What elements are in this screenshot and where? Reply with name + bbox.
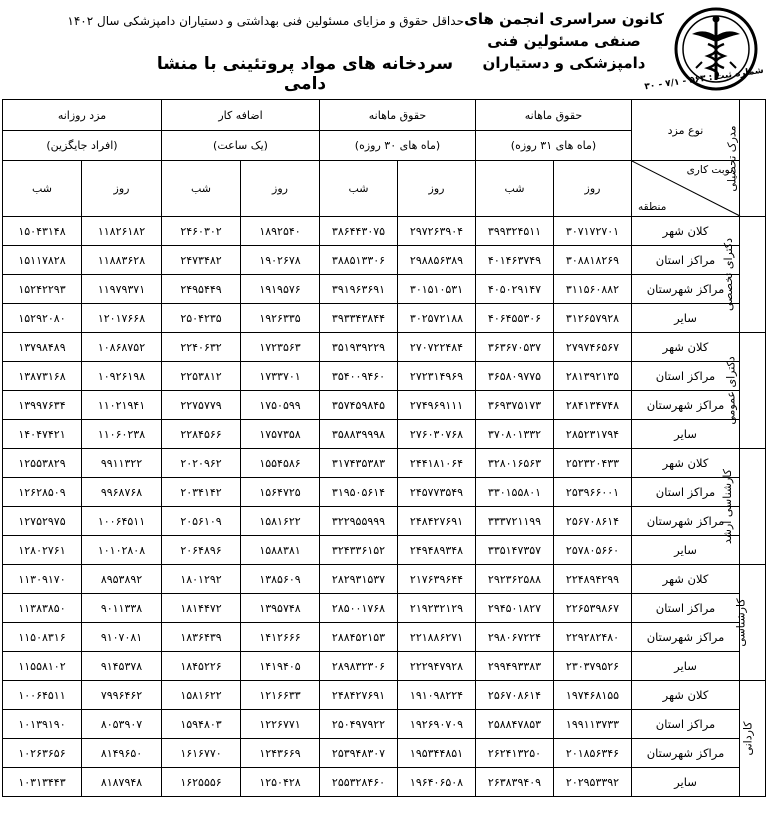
value-cell-m31-night: ۲۵۶۷۰۸۶۱۴ [476,681,554,710]
table-row [3,217,766,246]
value-cell-ot-day: ۱۴۱۲۶۶۶ [241,623,320,652]
value-cell-m30-day: ۲۴۵۷۷۳۵۴۹ [398,478,476,507]
region-cell: کلان شهر [632,449,740,478]
table-row [3,623,766,652]
table-row [3,275,766,304]
table-row [3,304,766,333]
value-cell-dw-night: ۱۲۶۲۸۵۰۹ [3,478,82,507]
value-cell-m30-night: ۳۹۳۳۴۳۸۴۴ [320,304,398,333]
table-row [3,536,766,565]
header-daily-wage: مزد روزانه [3,100,162,131]
value-cell-dw-day: ۱۱۸۲۶۱۸۲ [82,217,162,246]
header-day: روز [554,161,632,217]
table-row [3,449,766,478]
value-cell-dw-night: ۱۰۳۱۳۴۴۳ [3,768,82,797]
value-cell-ot-day: ۱۷۵۷۳۵۸ [241,420,320,449]
value-cell-ot-day: ۱۹۱۹۵۷۶ [241,275,320,304]
value-cell-dw-night: ۱۳۸۷۳۱۶۸ [3,362,82,391]
value-cell-ot-night: ۱۸۱۴۴۷۲ [162,594,241,623]
value-cell-dw-night: ۱۳۷۹۸۴۸۹ [3,333,82,362]
header-night: شب [162,161,241,217]
value-cell-ot-night: ۲۰۵۶۱۰۹ [162,507,241,536]
value-cell-ot-day: ۱۷۲۳۵۶۳ [241,333,320,362]
value-cell-dw-day: ۹۱۰۷۰۸۱ [82,623,162,652]
value-cell-dw-day: ۹۰۱۱۳۳۸ [82,594,162,623]
value-cell-ot-day: ۱۲۲۶۷۷۱ [241,710,320,739]
value-cell-m30-day: ۳۰۱۵۱۰۵۳۱ [398,275,476,304]
value-cell-m31-day: ۲۵۲۳۲۰۴۳۳ [554,449,632,478]
value-cell-ot-night: ۱۶۱۶۷۷۰ [162,739,241,768]
value-cell-ot-night: ۱۶۲۵۵۵۶ [162,768,241,797]
value-cell-m31-day: ۲۰۲۹۵۳۳۹۲ [554,768,632,797]
table-row [3,768,766,797]
value-cell-m30-night: ۳۵۷۴۵۹۸۴۵ [320,391,398,420]
value-cell-ot-day: ۱۳۹۵۷۴۸ [241,594,320,623]
table-row [3,333,766,362]
header-monthly-30: حقوق ماهانه [320,100,476,131]
value-cell-ot-day: ۱۵۸۸۳۸۱ [241,536,320,565]
value-cell-m31-day: ۲۵۷۸۰۵۶۶۰ [554,536,632,565]
value-cell-ot-day: ۱۹۰۲۶۷۸ [241,246,320,275]
value-cell-m30-night: ۳۵۱۹۳۹۲۲۹ [320,333,398,362]
value-cell-dw-night: ۱۲۸۰۲۷۶۱ [3,536,82,565]
value-cell-m31-day: ۲۸۴۱۳۴۷۴۸ [554,391,632,420]
value-cell-m30-day: ۱۹۲۶۹۰۷۰۹ [398,710,476,739]
value-cell-m31-night: ۴۰۵۰۲۹۱۴۷ [476,275,554,304]
table-row [3,594,766,623]
header-education: مدرک تحصیلی [740,100,766,217]
value-cell-dw-night: ۱۰۱۳۹۱۹۰ [3,710,82,739]
value-cell-m31-night: ۲۹۸۰۶۷۲۲۴ [476,623,554,652]
value-cell-ot-night: ۱۸۳۶۴۳۹ [162,623,241,652]
value-cell-dw-day: ۸۰۵۳۹۰۷ [82,710,162,739]
value-cell-m30-day: ۳۰۲۵۷۲۱۸۸ [398,304,476,333]
table-row [3,739,766,768]
value-cell-dw-day: ۱۲۰۱۷۶۶۸ [82,304,162,333]
value-cell-m30-night: ۲۵۵۳۲۸۴۶۰ [320,768,398,797]
value-cell-ot-day: ۱۸۹۲۵۴۰ [241,217,320,246]
value-cell-ot-day: ۱۲۱۶۶۳۳ [241,681,320,710]
value-cell-dw-day: ۱۱۰۲۱۹۴۱ [82,391,162,420]
value-cell-m31-night: ۳۶۵۸۰۹۷۷۵ [476,362,554,391]
region-cell: مراکز استان [632,246,740,275]
value-cell-m30-night: ۳۲۲۹۵۵۹۹۹ [320,507,398,536]
value-cell-m31-day: ۳۱۲۶۵۷۹۲۸ [554,304,632,333]
table-row [3,710,766,739]
value-cell-m31-day: ۲۰۱۸۵۶۳۴۶ [554,739,632,768]
value-cell-ot-day: ۱۲۵۰۴۲۸ [241,768,320,797]
value-cell-ot-night: ۲۲۴۰۶۳۲ [162,333,241,362]
table-row [3,246,766,275]
value-cell-dw-night: ۱۱۳۸۳۸۵۰ [3,594,82,623]
header-day: روز [241,161,320,217]
document-subtitle: حداقل حقوق و مزایای مسئولین فنی بهداشتی و دستیاران دامپزشکی سال ۱۴۰۲ [67,14,464,28]
value-cell-m31-night: ۲۹۹۴۹۳۳۸۳ [476,652,554,681]
value-cell-m30-night: ۲۸۸۴۵۲۱۵۳ [320,623,398,652]
value-cell-dw-night: ۱۴۰۴۷۴۲۱ [3,420,82,449]
value-cell-m30-day: ۱۹۶۴۰۶۵۰۸ [398,768,476,797]
org-line-2: صنفی مسئولین فنی [487,32,641,50]
value-cell-m31-day: ۳۰۷۱۷۲۷۰۱ [554,217,632,246]
value-cell-m31-day: ۱۹۷۴۶۸۱۵۵ [554,681,632,710]
region-cell: مراکز شهرستان [632,507,740,536]
education-level: دکترای تخصصی [740,217,766,333]
table-body [3,217,766,797]
value-cell-m30-day: ۲۲۱۸۸۶۲۷۱ [398,623,476,652]
value-cell-dw-day: ۹۹۶۸۷۶۸ [82,478,162,507]
region-cell: سایر [632,304,740,333]
region-cell: مراکز استان [632,710,740,739]
header-monthly-30-sub: (ماه های ۳۰ روزه) [320,131,476,161]
value-cell-ot-night: ۲۴۶۰۳۰۲ [162,217,241,246]
value-cell-m30-day: ۲۴۹۴۸۹۳۴۸ [398,536,476,565]
value-cell-ot-night: ۱۸۰۱۲۹۲ [162,565,241,594]
region-cell: سایر [632,652,740,681]
registration-number: شماره ثبت : ۵۶۳ - ۷/۱ - ۳۰ [643,65,765,93]
value-cell-m30-night: ۳۸۶۴۴۳۰۷۵ [320,217,398,246]
value-cell-dw-night: ۱۲۷۵۲۹۷۵ [3,507,82,536]
value-cell-ot-day: ۱۵۸۱۶۲۲ [241,507,320,536]
table-row [3,652,766,681]
value-cell-m31-night: ۲۹۴۵۰۱۸۲۷ [476,594,554,623]
value-cell-m31-day: ۱۹۹۱۱۳۷۳۳ [554,710,632,739]
value-cell-m31-day: ۲۲۹۲۸۲۴۸۰ [554,623,632,652]
header-monthly-31: حقوق ماهانه [476,100,632,131]
table-row [3,391,766,420]
value-cell-m30-night: ۲۸۲۹۳۱۵۳۷ [320,565,398,594]
value-cell-ot-night: ۲۴۷۳۴۸۲ [162,246,241,275]
value-cell-ot-day: ۱۳۸۵۶۰۹ [241,565,320,594]
document-title: سردخانه های مواد پروتئینی با منشا دامی [156,54,454,94]
header-overtime-sub: (یک ساعت) [162,131,320,161]
value-cell-ot-day: ۱۵۵۴۵۸۶ [241,449,320,478]
value-cell-m31-night: ۲۵۸۸۴۷۸۵۳ [476,710,554,739]
value-cell-m31-night: ۳۲۸۰۱۶۵۶۳ [476,449,554,478]
header-monthly-31-sub: (ماه های ۳۱ روزه) [476,131,632,161]
value-cell-m31-night: ۲۶۲۴۱۳۲۵۰ [476,739,554,768]
value-cell-m31-day: ۳۰۸۸۱۸۲۶۹ [554,246,632,275]
value-cell-m30-day: ۱۹۵۳۴۴۸۵۱ [398,739,476,768]
value-cell-dw-night: ۱۵۲۹۲۰۸۰ [3,304,82,333]
value-cell-m31-day: ۲۲۴۸۹۴۲۹۹ [554,565,632,594]
value-cell-ot-night: ۱۵۸۱۶۲۲ [162,681,241,710]
value-cell-dw-night: ۱۳۹۹۷۶۳۴ [3,391,82,420]
header-night: شب [476,161,554,217]
education-level: کارشناسی ارشد [740,449,766,565]
value-cell-ot-night: ۲۲۷۵۷۷۹ [162,391,241,420]
value-cell-dw-day: ۱۰۹۲۶۱۹۸ [82,362,162,391]
value-cell-dw-night: ۱۰۰۶۴۵۱۱ [3,681,82,710]
header-night: شب [3,161,82,217]
value-cell-m30-day: ۲۹۸۸۵۶۳۸۹ [398,246,476,275]
org-line-1: کانون سراسری انجمن های [464,10,664,28]
education-level: دکترای عمومی [740,333,766,449]
value-cell-m30-night: ۳۵۴۰۰۹۴۶۰ [320,362,398,391]
region-cell: سایر [632,536,740,565]
value-cell-m31-night: ۳۳۳۷۲۱۱۹۹ [476,507,554,536]
value-cell-ot-night: ۲۲۸۴۵۶۶ [162,420,241,449]
education-level: کارشناسی [740,565,766,681]
value-cell-m30-night: ۳۵۸۸۳۹۹۹۸ [320,420,398,449]
value-cell-m31-day: ۲۵۳۹۶۶۰۰۱ [554,478,632,507]
header-night: شب [320,161,398,217]
value-cell-m31-night: ۳۳۰۱۵۵۸۰۱ [476,478,554,507]
value-cell-m31-night: ۲۶۳۸۳۹۴۰۹ [476,768,554,797]
value-cell-ot-night: ۱۵۹۴۸۰۳ [162,710,241,739]
value-cell-m30-night: ۳۹۱۹۶۳۶۹۱ [320,275,398,304]
value-cell-m30-night: ۲۵۰۴۹۷۹۲۲ [320,710,398,739]
value-cell-dw-day: ۱۰۱۰۲۸۰۸ [82,536,162,565]
region-cell: سایر [632,420,740,449]
region-cell: سایر [632,768,740,797]
value-cell-ot-night: ۲۰۳۴۱۴۲ [162,478,241,507]
value-cell-m30-night: ۲۵۳۹۴۸۳۰۷ [320,739,398,768]
table-row [3,362,766,391]
value-cell-dw-night: ۱۲۵۵۳۸۲۹ [3,449,82,478]
value-cell-ot-night: ۲۰۶۴۸۹۶ [162,536,241,565]
value-cell-m30-night: ۲۸۵۰۰۱۷۶۸ [320,594,398,623]
value-cell-ot-day: ۱۷۵۰۵۹۹ [241,391,320,420]
value-cell-m30-night: ۳۱۷۴۳۵۳۸۳ [320,449,398,478]
value-cell-m30-day: ۲۱۹۲۳۲۱۲۹ [398,594,476,623]
header-region: منطقه [638,201,667,213]
value-cell-dw-night: ۱۵۱۱۷۸۲۸ [3,246,82,275]
education-level: کاردانی [740,681,766,797]
value-cell-ot-night: ۲۰۲۰۹۶۲ [162,449,241,478]
value-cell-m31-day: ۲۳۰۳۷۹۵۲۶ [554,652,632,681]
document-header [0,0,768,96]
region-cell: مراکز استان [632,478,740,507]
value-cell-ot-night: ۲۵۰۴۲۳۵ [162,304,241,333]
value-cell-ot-day: ۱۹۲۶۳۳۵ [241,304,320,333]
value-cell-ot-day: ۱۴۱۹۴۰۵ [241,652,320,681]
value-cell-m30-day: ۲۱۷۶۳۹۶۴۴ [398,565,476,594]
value-cell-m30-day: ۱۹۱۰۹۸۲۲۴ [398,681,476,710]
header-day: روز [82,161,162,217]
value-cell-dw-day: ۹۱۴۵۳۷۸ [82,652,162,681]
value-cell-m31-night: ۴۰۱۴۶۳۷۴۹ [476,246,554,275]
region-cell: مراکز شهرستان [632,391,740,420]
value-cell-dw-day: ۸۹۵۳۸۹۲ [82,565,162,594]
organization-name [464,8,664,74]
value-cell-m31-night: ۳۷۰۸۰۱۳۳۲ [476,420,554,449]
value-cell-ot-night: ۲۲۵۳۸۱۲ [162,362,241,391]
header-shift-region-cell [632,161,740,217]
table-row [3,478,766,507]
value-cell-m31-day: ۲۵۶۷۰۸۶۱۴ [554,507,632,536]
value-cell-m30-day: ۲۷۰۷۲۲۴۸۴ [398,333,476,362]
value-cell-ot-day: ۱۵۶۴۷۲۵ [241,478,320,507]
value-cell-dw-day: ۹۹۱۱۳۲۲ [82,449,162,478]
value-cell-m31-night: ۳۹۹۳۲۴۵۱۱ [476,217,554,246]
wage-table [2,99,766,797]
value-cell-m30-day: ۲۷۴۹۶۹۱۱۱ [398,391,476,420]
region-cell: مراکز شهرستان [632,275,740,304]
value-cell-m31-day: ۲۷۹۷۴۶۵۶۷ [554,333,632,362]
value-cell-m31-day: ۲۸۵۲۳۱۷۹۴ [554,420,632,449]
value-cell-dw-night: ۱۵۰۴۳۱۴۸ [3,217,82,246]
value-cell-m31-night: ۲۹۲۳۶۲۵۸۸ [476,565,554,594]
value-cell-m31-night: ۳۳۵۱۴۷۳۵۷ [476,536,554,565]
region-cell: مراکز استان [632,594,740,623]
value-cell-m30-night: ۳۸۸۵۱۳۳۰۶ [320,246,398,275]
value-cell-dw-day: ۱۱۸۸۳۶۲۸ [82,246,162,275]
value-cell-ot-night: ۱۸۴۵۲۲۶ [162,652,241,681]
value-cell-dw-day: ۱۰۸۶۸۷۵۲ [82,333,162,362]
header-shift: نوبت کاری [686,164,733,176]
org-line-3: دامپزشکی و دستیاران [482,54,646,72]
region-cell: مراکز شهرستان [632,739,740,768]
value-cell-m31-night: ۳۶۹۳۷۵۱۷۳ [476,391,554,420]
table-row [3,565,766,594]
header-day: روز [398,161,476,217]
header-overtime: اضافه کار [162,100,320,131]
value-cell-dw-night: ۱۵۲۴۲۲۹۳ [3,275,82,304]
value-cell-m31-day: ۲۸۱۳۹۲۱۳۵ [554,362,632,391]
value-cell-dw-night: ۱۱۵۰۸۳۱۶ [3,623,82,652]
value-cell-dw-day: ۸۱۴۹۶۵۰ [82,739,162,768]
region-cell: مراکز شهرستان [632,623,740,652]
region-cell: کلان شهر [632,565,740,594]
value-cell-m30-night: ۳۱۹۵۰۵۶۱۴ [320,478,398,507]
table-row [3,507,766,536]
table-row [3,420,766,449]
value-cell-dw-day: ۷۹۹۶۴۶۲ [82,681,162,710]
value-cell-m31-night: ۴۰۶۴۵۵۳۰۶ [476,304,554,333]
value-cell-m30-day: ۲۷۲۳۱۴۹۶۹ [398,362,476,391]
region-cell: کلان شهر [632,217,740,246]
value-cell-m30-night: ۲۴۸۴۲۷۶۹۱ [320,681,398,710]
value-cell-m30-night: ۳۲۴۳۳۶۱۵۲ [320,536,398,565]
value-cell-m30-day: ۲۷۶۰۳۰۷۶۸ [398,420,476,449]
value-cell-m31-day: ۳۱۱۵۶۰۸۸۲ [554,275,632,304]
region-cell: کلان شهر [632,333,740,362]
value-cell-dw-night: ۱۱۳۰۹۱۷۰ [3,565,82,594]
header-daily-wage-sub: (افراد جایگزین) [3,131,162,161]
value-cell-ot-day: ۱۷۳۳۷۰۱ [241,362,320,391]
region-cell: مراکز استان [632,362,740,391]
value-cell-m31-day: ۲۲۶۵۳۹۸۶۷ [554,594,632,623]
value-cell-dw-day: ۱۰۰۶۴۵۱۱ [82,507,162,536]
value-cell-m31-night: ۳۶۳۶۷۰۵۳۷ [476,333,554,362]
value-cell-dw-day: ۸۱۸۷۹۴۸ [82,768,162,797]
value-cell-dw-night: ۱۱۵۵۸۱۰۲ [3,652,82,681]
value-cell-m30-day: ۲۴۴۱۸۱۰۶۴ [398,449,476,478]
region-cell: کلان شهر [632,681,740,710]
value-cell-dw-night: ۱۰۲۶۳۶۵۶ [3,739,82,768]
value-cell-m30-night: ۲۸۹۸۳۲۳۰۶ [320,652,398,681]
value-cell-m30-day: ۲۲۲۹۴۷۹۲۸ [398,652,476,681]
value-cell-m30-day: ۲۹۷۲۶۳۹۰۴ [398,217,476,246]
value-cell-ot-night: ۲۴۹۵۴۴۹ [162,275,241,304]
value-cell-dw-day: ۱۱۹۷۹۳۷۱ [82,275,162,304]
header-wage-type: نوع مزد [632,100,740,161]
value-cell-dw-day: ۱۱۰۶۰۲۳۸ [82,420,162,449]
value-cell-m30-day: ۲۴۸۴۲۷۶۹۱ [398,507,476,536]
table-row [3,681,766,710]
value-cell-ot-day: ۱۲۴۳۶۶۹ [241,739,320,768]
